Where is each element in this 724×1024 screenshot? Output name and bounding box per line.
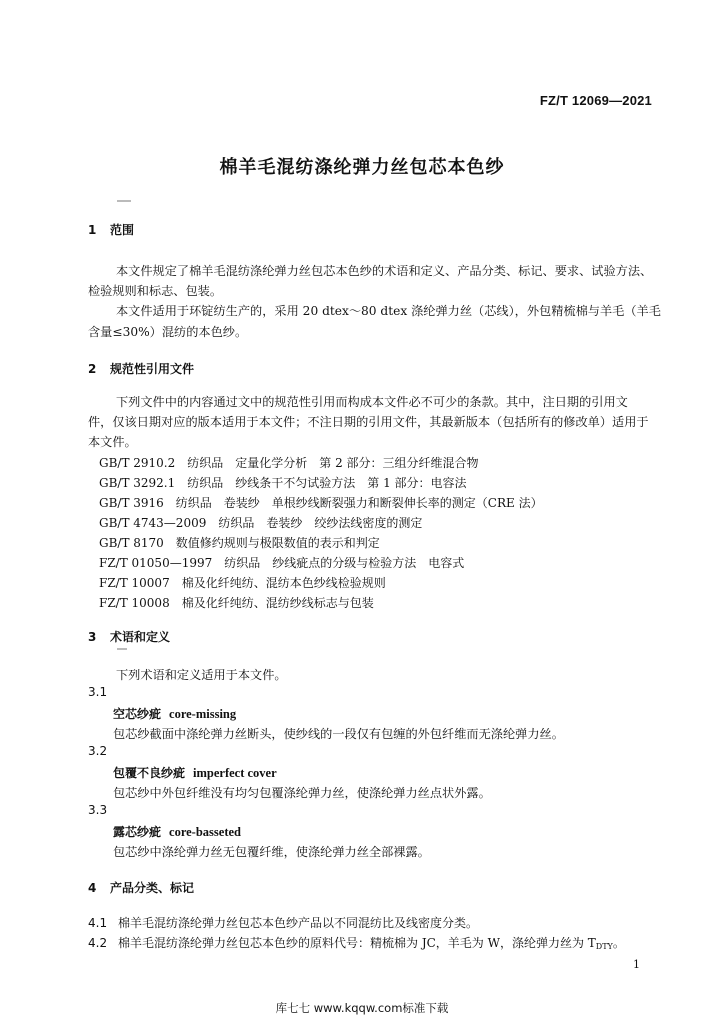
term-definition: 包芯纱中外包纤维没有均匀包覆涤纶弹力丝，使涤纶弹力丝点状外露。 [113, 786, 491, 800]
term-number: 3.1 [88, 685, 108, 699]
clause-4-2 [88, 934, 625, 951]
reference-item: GB/T 8170 数值修约规则与极限数值的表示和判定 [99, 536, 380, 550]
section-title: 产品分类、标记 [110, 881, 195, 895]
scan-mark [117, 648, 127, 650]
reference-item: GB/T 2910.2 纺织品 定量化学分析 第 2 部分：三组分纤维混合物 [99, 456, 479, 470]
term-number: 3.2 [88, 744, 108, 758]
subscript-dty: DTY [595, 942, 613, 951]
scope-paragraph-2-line-1: 本文件适用于环锭纺生产的，采用 20 dtex～80 dtex 涤纶弹力丝（芯线），外包精梳棉与羊毛（羊毛 [116, 304, 661, 318]
reference-item: GB/T 3292.1 纺织品 纱线条干不匀试验方法 第 1 部分：电容法 [99, 476, 467, 490]
clause-4-1 [88, 914, 478, 931]
term-number: 3.3 [88, 803, 108, 817]
section-number: 1 [88, 223, 97, 237]
section-title: 术语和定义 [110, 630, 171, 644]
reference-item: FZ/T 10008 棉及化纤纯纺、混纺纱线标志与包装 [99, 596, 374, 610]
references-intro-line-3: 本文件。 [88, 435, 137, 449]
references-intro-line-1: 下列文件中的内容通过文中的规范性引用而构成本文件必不可少的条款。其中，注日期的引用文 [116, 395, 628, 409]
section-3-heading [88, 628, 170, 645]
scope-paragraph-1-line-2: 检验规则和标志、包装。 [88, 284, 223, 298]
term-heading [113, 705, 236, 722]
clause-number: 4.2 [88, 936, 108, 950]
reference-item: GB/T 4743—2009 纺织品 卷装纱 绞纱法线密度的测定 [99, 516, 423, 530]
references-intro-line-2: 件，仅该日期对应的版本适用于本文件；不注日期的引用文件，其最新版本（包括所有的修改单）适用于 [88, 415, 649, 429]
term-heading [113, 764, 277, 781]
section-2-heading [88, 360, 194, 377]
scan-mark [117, 200, 131, 202]
section-number: 4 [88, 881, 97, 895]
terms-intro: 下列术语和定义适用于本文件。 [116, 668, 287, 682]
term-english: core-basseted [169, 825, 241, 839]
section-number: 2 [88, 362, 97, 376]
term-english: imperfect cover [193, 766, 277, 780]
clause-text: 棉羊毛混纺涤纶弹力丝包芯本色纱的原料代号：精梳棉为 JC，羊毛为 W，涤纶弹力丝为 T [118, 936, 596, 950]
reference-item: FZ/T 10007 棉及化纤纯纺、混纺本色纱线检验规则 [99, 576, 386, 590]
standard-code: FZ/T 12069—2021 [539, 93, 652, 108]
term-chinese: 包覆不良纱疵 [113, 766, 186, 780]
section-1-heading [88, 221, 134, 238]
reference-item: GB/T 3916 纺织品 卷装纱 单根纱线断裂强力和断裂伸长率的测定（CRE 法） [99, 496, 543, 510]
term-chinese: 露芯纱疵 [113, 825, 162, 839]
footer-watermark: 库七七 www.kqqw.com标准下载 [275, 1001, 449, 1015]
section-number: 3 [88, 630, 97, 644]
reference-item: FZ/T 01050—1997 纺织品 纱线疵点的分级与检验方法 电容式 [99, 556, 465, 570]
scope-paragraph-1-line-1: 本文件规定了棉羊毛混纺涤纶弹力丝包芯本色纱的术语和定义、产品分类、标记、要求、试验方法、 [116, 264, 653, 278]
page-number: 1 [633, 958, 640, 971]
clause-number: 4.1 [88, 916, 108, 930]
section-4-heading [88, 879, 194, 896]
section-title: 规范性引用文件 [110, 362, 195, 376]
scope-paragraph-2-line-2: 含量≤30%）混纺的本色纱。 [88, 325, 248, 339]
term-chinese: 空芯纱疵 [113, 707, 162, 721]
document-title: 棉羊毛混纺涤纶弹力丝包芯本色纱 [219, 157, 505, 178]
term-definition: 包芯纱截面中涤纶弹力丝断头，使纱线的一段仅有包缠的外包纤维而无涤纶弹力丝。 [113, 727, 564, 741]
term-definition: 包芯纱中涤纶弹力丝无包覆纤维，使涤纶弹力丝全部裸露。 [113, 845, 430, 859]
section-title: 范围 [110, 223, 135, 237]
term-heading [113, 823, 241, 840]
clause-tail: 。 [612, 936, 625, 950]
term-english: core-missing [169, 707, 237, 721]
clause-text: 棉羊毛混纺涤纶弹力丝包芯本色纱产品以不同混纺比及线密度分类。 [118, 916, 479, 930]
